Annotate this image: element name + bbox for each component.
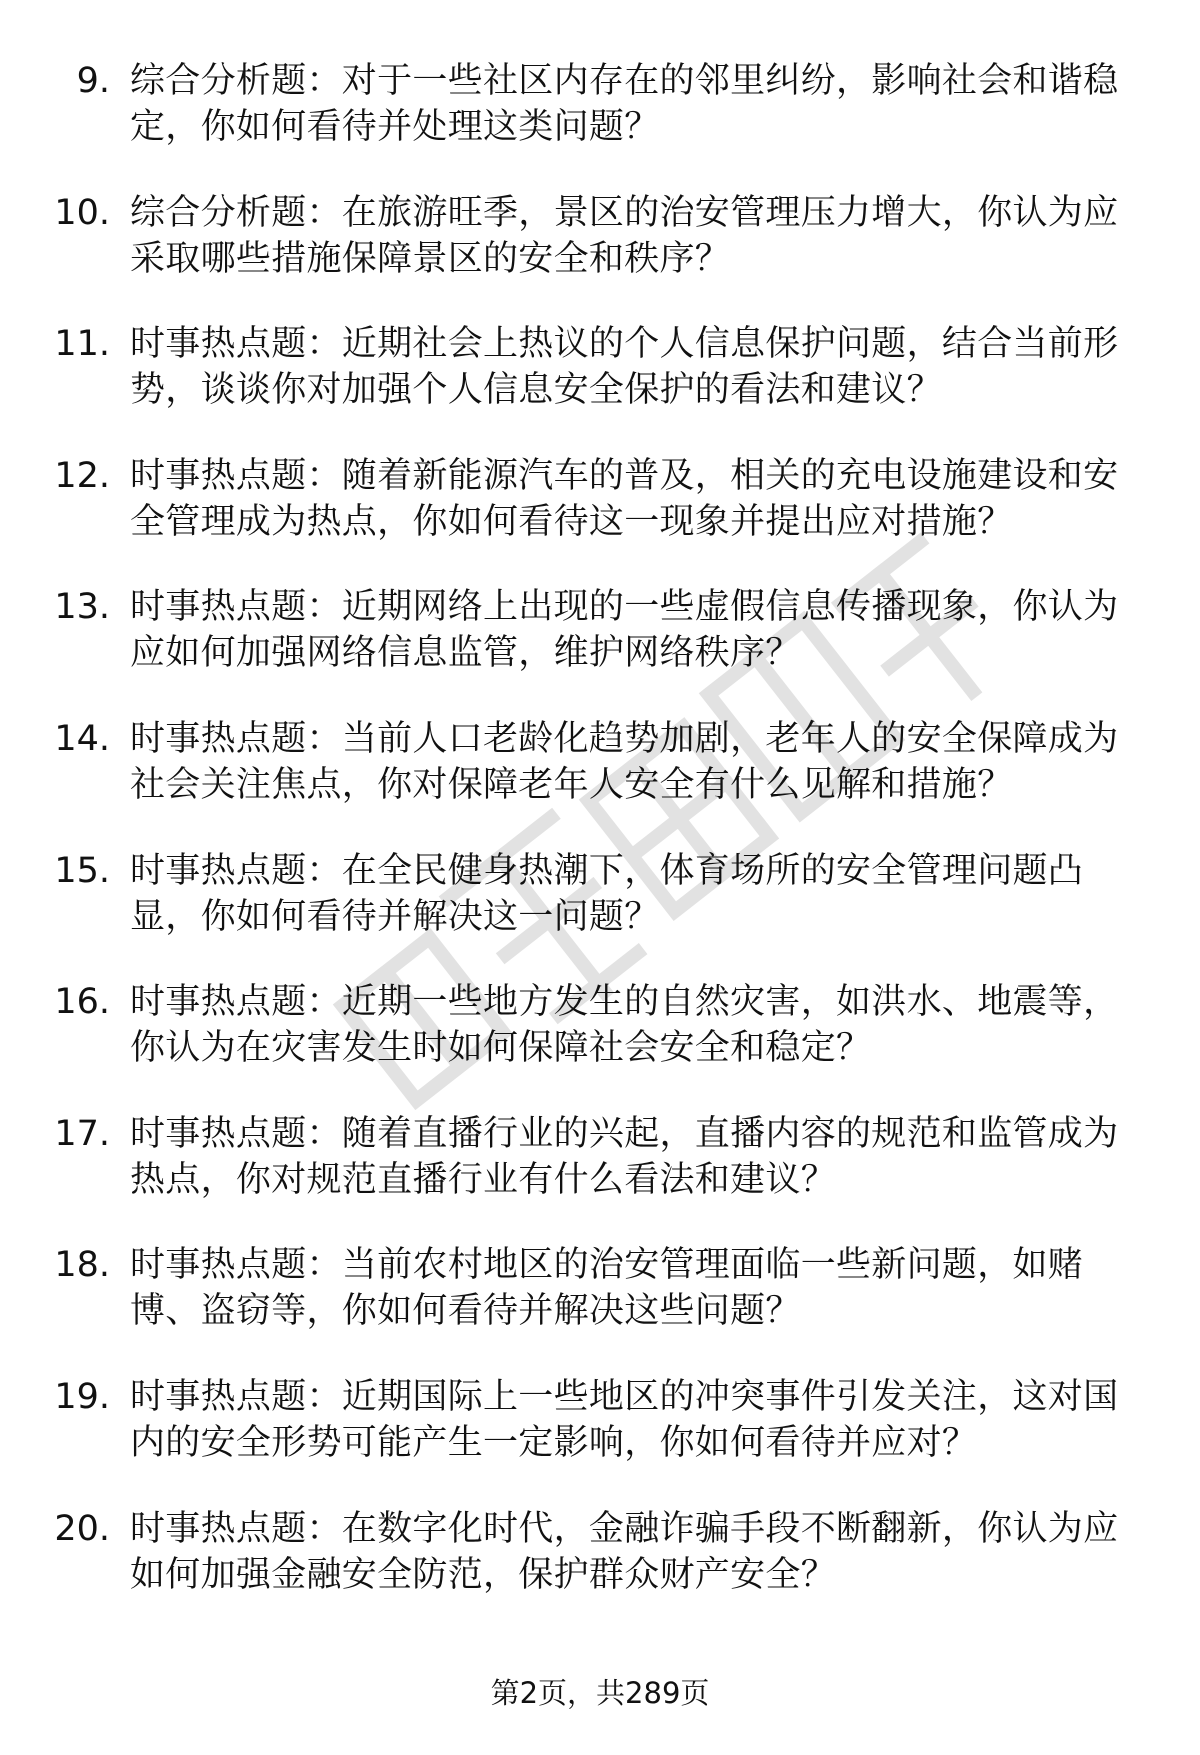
question-text: 时事热点题：随着新能源汽车的普及，相关的充电设施建设和安全管理成为热点，你如何看待这一现象并提出应对措施？ (130, 455, 1119, 542)
question-text: 时事热点题：近期一些地方发生的自然灾害，如洪水、地震等，你认为在灾害发生时如何保障社会安全和稳定？ (130, 982, 1119, 1069)
question-text: 综合分析题：对于一些社区内存在的邻里纠纷，影响社会和谐稳定，你如何看待并处理这类问题？ (130, 61, 1119, 147)
question-item (40, 1111, 1150, 1203)
question-item (40, 1506, 1150, 1598)
question-text: 时事热点题：当前农村地区的治安管理面临一些新问题，如赌博、盗窃等，你如何看待并解决这些问题？ (130, 1245, 1084, 1332)
question-text: 时事热点题：在数字化时代，金融诈骗手段不断翻新，你认为应如何加强金融安全防范，保护群众财产安全？ (130, 1508, 1119, 1595)
question-text: 时事热点题：在全民健身热潮下，体育场所的安全管理问题凸显，你如何看待并解决这一问题？ (130, 850, 1084, 937)
question-number: 9. (76, 61, 110, 101)
question-item (40, 58, 1150, 150)
page-number-footer: 第2页，共289页 (490, 1676, 710, 1710)
question-item (40, 584, 1150, 676)
question-text: 时事热点题：近期社会上热议的个人信息保护问题，结合当前形势，谈谈你对加强个人信息安全保护的看法和建议？ (130, 324, 1119, 411)
question-text: 时事热点题：近期网络上出现的一些虚假信息传播现象，你认为应如何加强网络信息监管，维护网络秩序？ (130, 587, 1119, 674)
question-item (40, 716, 1150, 808)
question-text: 时事热点题：当前人口老龄化趋势加剧，老年人的安全保障成为社会关注焦点，你对保障老年人安全有什么见解和措施？ (130, 718, 1119, 805)
question-number: 15. (54, 850, 110, 891)
question-number: 19. (54, 1376, 110, 1417)
question-number: 11. (54, 324, 110, 365)
question-number: 18. (54, 1245, 110, 1286)
question-text: 时事热点题：随着直播行业的兴起，直播内容的规范和监管成为热点，你对规范直播行业有什么看法和建议？ (130, 1113, 1119, 1200)
question-item (40, 979, 1150, 1071)
question-number: 14. (54, 718, 110, 759)
question-number: 10. (54, 192, 110, 233)
question-item (40, 321, 1150, 413)
question-number: 16. (54, 982, 110, 1023)
question-number: 13. (54, 587, 110, 628)
question-item (40, 190, 1150, 282)
question-item (40, 1242, 1150, 1334)
question-number: 20. (54, 1508, 110, 1549)
question-text: 综合分析题：在旅游旺季，景区的治安管理压力增大，你认为应采取哪些措施保障景区的安全和秩序？ (130, 192, 1119, 279)
question-item (40, 848, 1150, 940)
question-list (40, 58, 1150, 1637)
question-item (40, 453, 1150, 545)
question-text: 时事热点题：近期国际上一些地区的冲突事件引发关注，这对国内的安全形势可能产生一定影响，你如何看待并应对？ (130, 1376, 1119, 1463)
question-item (40, 1374, 1150, 1466)
question-number: 17. (54, 1113, 110, 1154)
question-number: 12. (54, 455, 110, 496)
